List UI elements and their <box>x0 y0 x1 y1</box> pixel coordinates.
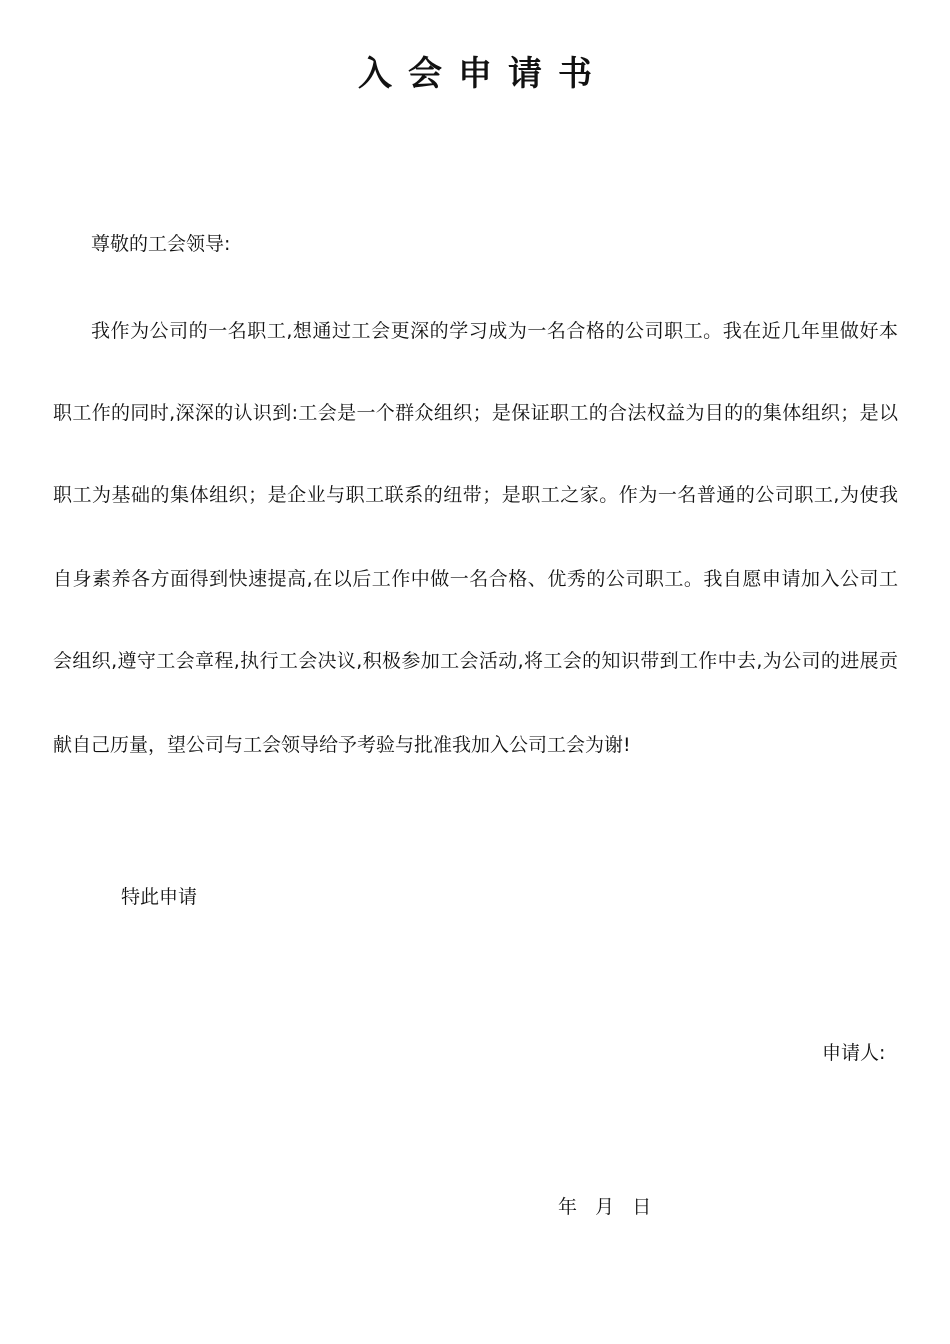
salutation: 尊敬的工会领导: <box>91 233 231 255</box>
body-line-2: 职工作的同时,深深的认识到:工会是一个群众组织；是保证职工的合法权益为目的的集体组织；是以 <box>53 402 898 424</box>
date-text: 年 月 日 <box>558 1196 652 1218</box>
applicant-label: 申请人: <box>822 1042 886 1064</box>
body-line-1: 我作为公司的一名职工,想通过工会更深的学习成为一名合格的公司职工。我在近几年里做好本 <box>91 320 898 342</box>
body-line-3: 职工为基础的集体组织；是企业与职工联系的纽带；是职工之家。作为一名普通的公司职工,为使我 <box>53 484 898 506</box>
document-title: 入会申请书 <box>358 54 608 94</box>
body-line-4: 自身素养各方面得到快速提高,在以后工作中做一名合格、优秀的公司职工。我自愿申请加入公司工 <box>53 568 898 590</box>
body-line-6: 献自己历量，望公司与工会领导给予考验与批准我加入公司工会为谢! <box>53 734 631 756</box>
closing-phrase: 特此申请 <box>121 886 198 908</box>
date-line <box>558 1193 651 1221</box>
body-line-5: 会组织,遵守工会章程,执行工会决议,积极参加工会活动,将工会的知识带到工作中去,为公司的进展贡 <box>53 650 898 672</box>
